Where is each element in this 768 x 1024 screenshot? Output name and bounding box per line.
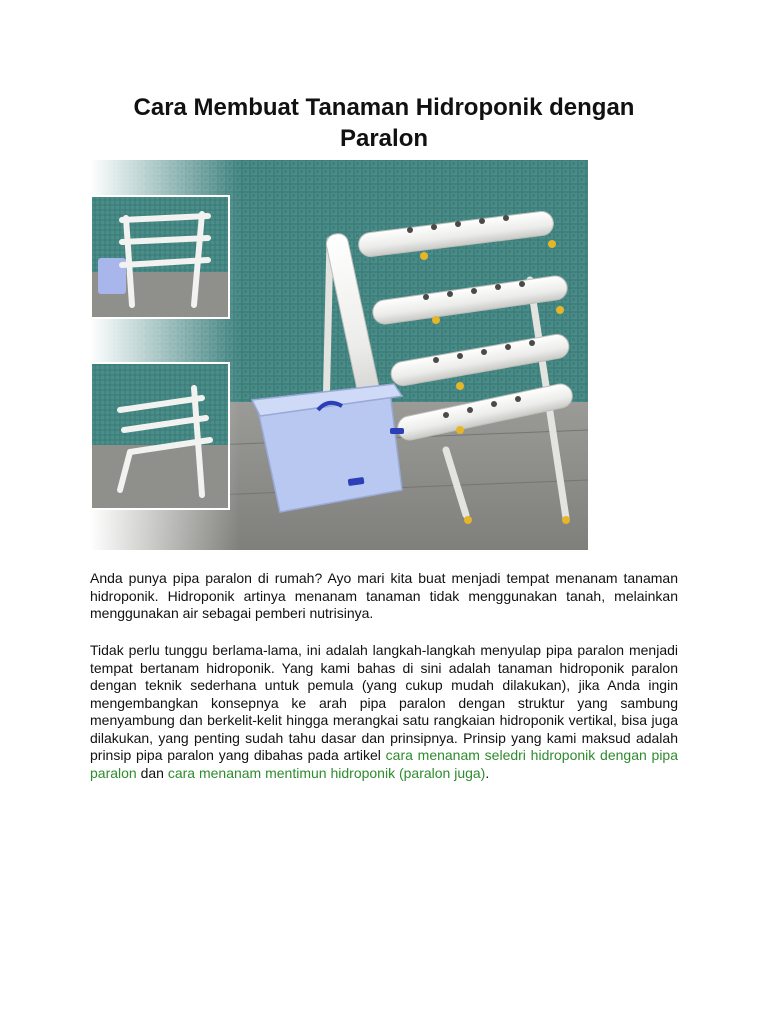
paragraph-intro: Anda punya pipa paralon di rumah? Ayo mari kita buat menjadi tempat menanam tanaman hidroponik. Hidroponik artinya menanam tanaman tidak menggunakan tanah, melainkan menggunakan air sebagai pemberi nutrisinya. xyxy=(90,570,678,621)
link-seledri-article[interactable]: cara menanam seledri hidroponik dengan pipa paralon xyxy=(90,747,678,781)
hydroponic-photo xyxy=(90,160,588,550)
paragraph-steps-text: Tidak perlu tunggu berlama-lama, ini adalah langkah-langkah menyulap pipa paralon menjadi tempat bertanam hidroponik. Yang kami bahas di sini adalah tanaman hidroponik paralon dengan teknik sederhana untuk pemula (yang cukup mudah dilakukan), jika Anda ingin mengembangkan konsepnya ke arah pipa paralon dengan struktur yang sambung menyambung dan berkelit-kelit hingga merangkai satu rangkaian hidroponik vertikal, bisa juga dilakukan, yang penting sudah tahu dasar dan prinsipnya. Prinsip yang kami maksud adalah prinsip pipa paralon yang dibahas pada artikel xyxy=(90,642,678,763)
link-mentimun-article[interactable]: cara menanam mentimun hidroponik (paralon juga) xyxy=(167,764,486,781)
paragraph-steps-conjunction: dan xyxy=(136,764,168,781)
thumbnail-1 xyxy=(90,195,230,319)
paragraph-steps xyxy=(90,642,678,782)
thumbnail-2 xyxy=(90,362,230,510)
paragraph-steps-end: . xyxy=(485,764,490,781)
page-title: Cara Membuat Tanaman Hidroponik dengan Paralon xyxy=(133,94,635,152)
